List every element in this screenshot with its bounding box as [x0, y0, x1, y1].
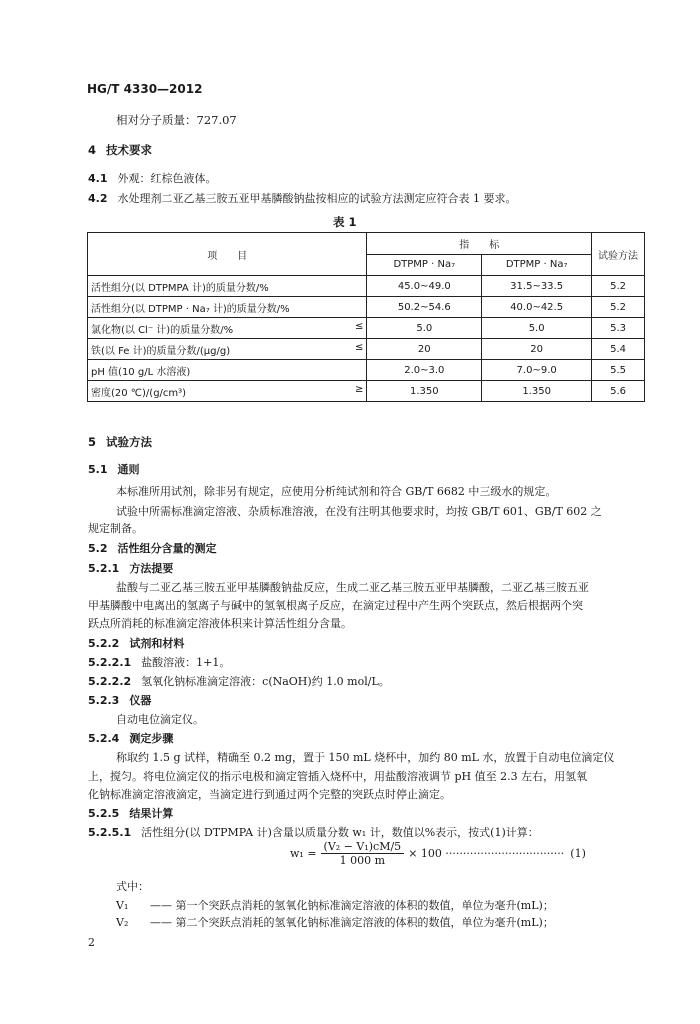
paragraph: 试验中所需标准滴定溶液、杂质标准溶液，在没有注明其他要求时，均按 GB/T 601、GB/T 602 之	[116, 505, 602, 518]
clause-text: 盐酸溶液：1+1。	[141, 656, 231, 669]
clause-text: 外观：红棕色液体。	[117, 172, 217, 185]
clause-title: 通则	[117, 463, 140, 476]
paragraph: 自动电位滴定仪。	[116, 713, 204, 726]
molecular-mass-line: 相对分子质量：727.07	[116, 113, 237, 127]
variable-symbol: V₂	[116, 916, 129, 929]
clause-5-2-5-heading	[88, 805, 173, 821]
clause-number: 5.2.5.1	[88, 826, 132, 839]
row-value-1: 45.0~49.0	[367, 276, 482, 297]
section-number: 5	[88, 435, 97, 449]
equation-numerator: (V₂ − V₁)cM/5	[321, 840, 405, 854]
paragraph: 称取约 1.5 g 试样，精确至 0.2 mg，置于 150 mL 烧杯中，加约 80 mL 水，放置于自动电位滴定仪	[116, 751, 615, 764]
paragraph: 跃点所消耗的标准滴定溶液体积来计算活性组分含量。	[88, 617, 352, 630]
row-item: 活性组分(以 DTPMP · Na₇ 计)的质量分数/%	[88, 297, 367, 318]
clause-title: 仪器	[129, 694, 152, 707]
section-4-heading	[88, 142, 152, 158]
clause-text: 水处理剂二亚乙基三胺五亚甲基膦酸钠盐按相应的试验方法测定应符合表 1 要求。	[117, 192, 517, 205]
table-header-method: 试验方法	[592, 233, 645, 276]
row-method: 5.6	[592, 381, 645, 402]
paragraph: 上，搅匀。将电位滴定仪的指示电极和滴定管插入烧杯中，用盐酸溶液调节 pH 值至 2.3 左右，用氢氧	[88, 770, 588, 783]
row-value-1: 5.0	[367, 318, 482, 339]
where-item	[116, 914, 554, 930]
clause-title: 测定步骤	[129, 732, 174, 745]
clause-5-2-2-2	[88, 673, 390, 689]
paragraph: 甲基膦酸中电离出的氢离子与碱中的氢氧根离子反应，在滴定过程中产生两个突跃点，然后根据两个突	[88, 599, 583, 612]
clause-5-2-5-1	[88, 824, 539, 840]
clause-number: 5.2.2.2	[88, 675, 132, 688]
table-row	[88, 318, 645, 339]
where-item	[116, 897, 554, 913]
clause-title: 活性组分含量的测定	[117, 542, 217, 555]
row-method: 5.4	[592, 339, 645, 360]
clause-number: 5.2.1	[88, 562, 120, 575]
variable-definition: —— 第二个突跃点消耗的氢氧化钠标准滴定溶液的体积的数值，单位为毫升(mL)；	[150, 916, 554, 929]
clause-5-2-3-heading	[88, 692, 151, 708]
equation-lhs: w₁ =	[290, 847, 317, 860]
table-row	[88, 276, 645, 297]
clause-4-2	[88, 190, 517, 206]
paragraph: 盐酸与二亚乙基三胺五亚甲基膦酸钠盐反应，生成二亚乙基三胺五亚甲基膦酸，二亚乙基三胺五亚	[116, 581, 589, 594]
clause-number: 5.2.3	[88, 694, 120, 707]
spec-table	[87, 232, 645, 402]
where-label: 式中：	[116, 880, 149, 893]
row-value-2: 1.350	[482, 381, 592, 402]
row-item: 铁(以 Fe 计)的质量分数/(μg/g) ≤	[88, 339, 367, 360]
equation-rhs: × 100 ··································	[408, 847, 565, 860]
clause-number: 4.1	[88, 172, 108, 185]
row-value-1: 20	[367, 339, 482, 360]
clause-5-2-4-heading	[88, 730, 173, 746]
clause-number: 5.2.2	[88, 637, 120, 650]
table-row	[88, 339, 645, 360]
clause-5-2-2-1	[88, 654, 230, 670]
variable-definition: —— 第一个突跃点消耗的氢氧化钠标准滴定溶液的体积的数值，单位为毫升(mL)；	[150, 899, 554, 912]
row-method: 5.5	[592, 360, 645, 381]
table-row	[88, 381, 645, 402]
clause-5-2-heading	[88, 540, 217, 556]
row-item: pH 值(10 g/L 水溶液)	[88, 360, 367, 381]
table-header-item: 项 目	[88, 233, 367, 276]
standard-number: HG/T 4330—2012	[87, 82, 203, 96]
paragraph: 本标准所用试剂，除非另有规定，应使用分析纯试剂和符合 GB/T 6682 中三级水的规定。	[116, 485, 557, 498]
equation-fraction	[321, 840, 405, 867]
clause-5-2-2-heading	[88, 635, 184, 651]
row-value-1: 1.350	[367, 381, 482, 402]
table-header-index: 指 标	[367, 233, 592, 255]
paragraph: 化钠标准滴定溶液滴定，当滴定进行到通过两个完整的突跃点时停止滴定。	[88, 788, 451, 801]
clause-number: 5.2.4	[88, 732, 120, 745]
page-number: 2	[88, 936, 95, 949]
clause-title: 试剂和材料	[129, 637, 185, 650]
clause-number: 5.2	[88, 542, 108, 555]
table-header-col1: DTPMP · Na₇	[367, 254, 482, 276]
row-method: 5.2	[592, 297, 645, 318]
row-method: 5.2	[592, 276, 645, 297]
clause-title: 方法提要	[129, 562, 174, 575]
row-value-2: 40.0~42.5	[482, 297, 592, 318]
row-item: 密度(20 ℃)/(g/cm³) ≥	[88, 381, 367, 402]
clause-text: 氢氧化钠标准滴定溶液：c(NaOH)约 1.0 mol/L。	[141, 675, 390, 688]
variable-symbol: V₁	[116, 899, 129, 912]
equation-denominator: 1 000 m	[339, 854, 386, 867]
row-value-1: 50.2~54.6	[367, 297, 482, 318]
row-value-2: 7.0~9.0	[482, 360, 592, 381]
table-header-col2: DTPMP · Na₇	[482, 254, 592, 276]
clause-title: 结果计算	[129, 807, 174, 820]
equation-number: (1)	[570, 847, 586, 860]
table-row	[88, 297, 645, 318]
clause-5-1-heading	[88, 461, 140, 477]
paragraph: 规定制备。	[88, 522, 143, 535]
clause-text: 活性组分(以 DTPMPA 计)含量以质量分数 w₁ 计，数值以%表示，按式(1)计算：	[141, 826, 539, 839]
row-value-1: 2.0~3.0	[367, 360, 482, 381]
clause-number: 5.2.5	[88, 807, 120, 820]
row-value-2: 31.5~33.5	[482, 276, 592, 297]
section-title: 技术要求	[106, 143, 153, 157]
clause-number: 5.2.2.1	[88, 656, 132, 669]
section-number: 4	[88, 143, 97, 157]
clause-number: 4.2	[88, 192, 108, 205]
row-value-2: 5.0	[482, 318, 592, 339]
clause-5-2-1-heading	[88, 560, 173, 576]
row-method: 5.3	[592, 318, 645, 339]
clause-4-1	[88, 170, 217, 186]
row-value-2: 20	[482, 339, 592, 360]
table-caption: 表 1	[333, 215, 357, 229]
section-title: 试验方法	[106, 435, 153, 449]
clause-number: 5.1	[88, 463, 108, 476]
table-row	[88, 360, 645, 381]
row-item: 氯化物(以 Cl⁻ 计)的质量分数/% ≤	[88, 318, 367, 339]
equation-1	[290, 840, 586, 867]
row-item: 活性组分(以 DTPMPA 计)的质量分数/%	[88, 276, 367, 297]
section-5-heading	[88, 434, 152, 450]
